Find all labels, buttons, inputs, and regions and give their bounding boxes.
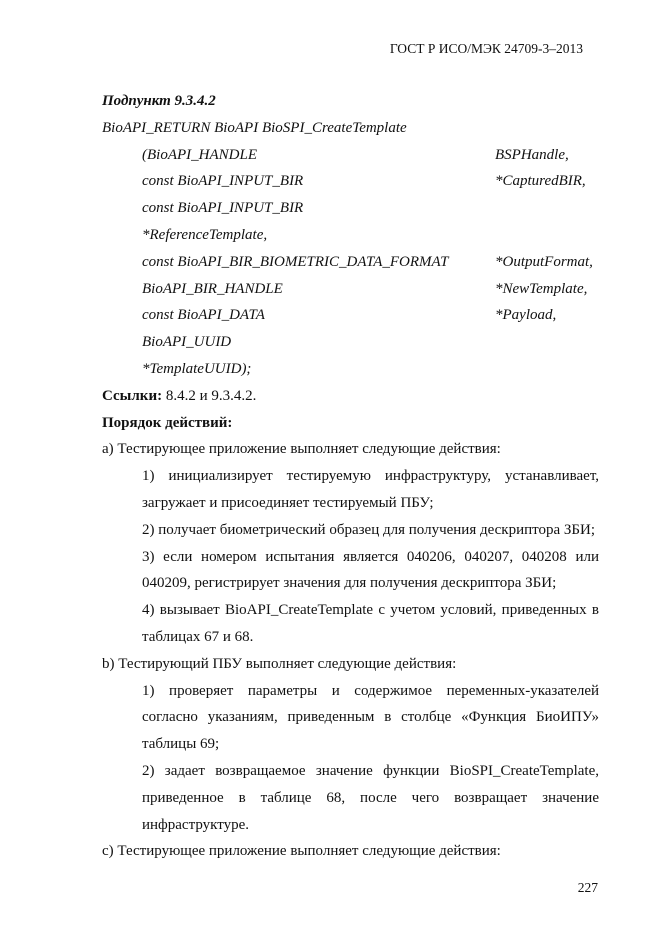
page-body [102, 88, 599, 865]
parameter-row [102, 302, 599, 329]
parameter-type: BioAPI_BIR_HANDLE [142, 280, 283, 297]
parameter-list [102, 142, 599, 383]
references-value: 8.4.2 и 9.3.4.2. [162, 387, 257, 404]
document-header: ГОСТ Р ИСО/МЭК 24709-3–2013 [389, 41, 583, 56]
references-label: Ссылки: [102, 387, 163, 404]
parameter-row [102, 222, 599, 249]
parameter-type: BioAPI_UUID [142, 334, 232, 351]
parameter-name: *Payload, [495, 307, 557, 324]
step-a-item: 1) инициализирует тестируемую инфраструктуру, устанавливает, загружает и присоединяет тестируемый ПБУ; [142, 468, 599, 511]
step-a-intro: а) Тестирующее приложение выполняет следующие действия: [102, 441, 501, 458]
parameter-row [102, 195, 599, 222]
parameter-type: const BioAPI_BIR_BIOMETRIC_DATA_FORMAT [142, 253, 449, 270]
parameter-row [102, 168, 599, 195]
step-a-item: 2) получает биометрический образец для получения дескриптора ЗБИ; [142, 521, 596, 538]
parameter-row [102, 329, 599, 356]
parameter-type: *ReferenceTemplate, [142, 226, 268, 243]
parameter-name: *CapturedBIR, [495, 173, 586, 190]
step-b-item: 2) задает возвращаемое значение функции BioSPI_CreateTemplate, приведенное в таблице 68, после чего возвращает значение инфраструктуре. [142, 762, 599, 833]
page-number: 227 [577, 880, 598, 895]
subclause-title: Подпункт 9.3.4.2 [102, 93, 216, 109]
parameter-type: const BioAPI_INPUT_BIR [142, 173, 304, 190]
step-a-item: 3) если номером испытания является 040206, 040207, 040208 или 040209, регистрирует значения для получения дескриптора ЗБИ; [142, 548, 599, 592]
step-b-intro: b) Тестирующий ПБУ выполняет следующие действия: [102, 655, 457, 672]
procedure-title: Порядок действий: [102, 414, 233, 431]
step-a-item: 4) вызывает BioAPI_CreateTemplate с учетом условий, приведенных в таблицах 67 и 68. [142, 602, 599, 645]
step-b-item: 1) проверяет параметры и содержимое переменных-указателей согласно указаниям, приведенным в столбце «Функция БиоИПУ» таблицы 69; [142, 682, 599, 753]
parameter-name: *OutputFormat, [495, 253, 593, 270]
references-line [102, 383, 599, 410]
parameter-type: (BioAPI_HANDLE [142, 146, 257, 163]
parameter-row [102, 142, 599, 169]
parameter-name: *NewTemplate, [495, 280, 588, 297]
parameter-row [102, 276, 599, 303]
parameter-type: *TemplateUUID); [142, 360, 252, 377]
step-c-intro: с) Тестирующее приложение выполняет следующие действия: [102, 843, 501, 860]
parameter-type: const BioAPI_INPUT_BIR [142, 200, 304, 217]
parameter-name: BSPHandle, [495, 146, 569, 163]
function-signature: BioAPI_RETURN BioAPI BioSPI_CreateTemplate [102, 119, 407, 136]
parameter-row [102, 356, 599, 383]
parameter-row [102, 249, 599, 276]
parameter-type: const BioAPI_DATA [142, 307, 265, 324]
